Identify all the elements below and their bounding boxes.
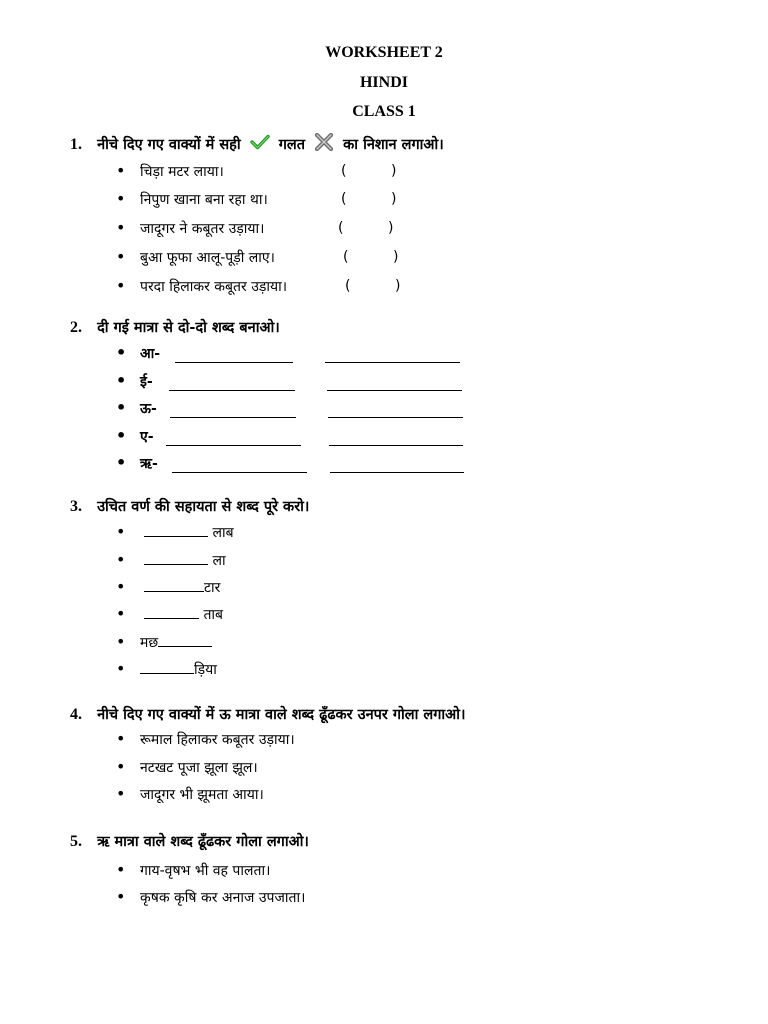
list-item: • बुआ फूफा आलू-पूड़ी लाए। xyxy=(116,247,275,266)
class-title: CLASS 1 xyxy=(352,103,416,120)
list-item: • परदा हिलाकर कबूतर उड़ाया। xyxy=(116,276,288,295)
question-2-text: दी गई मात्रा से दो-दो शब्द बनाओ। xyxy=(97,320,280,336)
list-item: • ए- xyxy=(116,426,154,445)
answer-blank xyxy=(175,362,293,363)
list-item: • चिड़ा मटर लाया। xyxy=(116,161,224,180)
answer-blank xyxy=(327,390,462,391)
question-number: 5. xyxy=(70,833,82,850)
list-item: • ई- xyxy=(116,371,153,390)
answer-blank xyxy=(144,577,204,592)
answer-bracket: ( ) xyxy=(343,249,399,265)
bullet-icon: • xyxy=(116,161,126,180)
bullet-icon: • xyxy=(116,887,126,906)
bullet-icon: • xyxy=(116,426,127,445)
question-number: 4. xyxy=(70,706,82,723)
answer-bracket: ( ) xyxy=(341,163,397,179)
worksheet-title: WORKSHEET 2 xyxy=(325,44,443,61)
answer-blank xyxy=(169,390,295,391)
list-item: • जादूगर भी झूमता आया। xyxy=(116,784,264,803)
bullet-icon: • xyxy=(116,276,126,295)
list-item: • जादूगर ने कबूतर उड़ाया। xyxy=(116,218,265,237)
answer-blank xyxy=(328,417,463,418)
bullet-icon: • xyxy=(116,784,126,803)
answer-blank xyxy=(144,550,208,565)
answer-blank xyxy=(166,445,301,446)
question-5-title xyxy=(70,832,309,852)
answer-blank xyxy=(144,604,199,619)
bullet-icon: • xyxy=(116,343,127,362)
answer-blank xyxy=(144,522,208,537)
list-item: • ऋ- xyxy=(116,453,158,472)
list-item: • गाय-वृषभ भी वह पालता। xyxy=(116,860,271,879)
list-item: • ड़िया xyxy=(116,659,217,678)
list-item: • टार xyxy=(116,577,221,596)
question-1-text-part2: गलत xyxy=(278,137,306,153)
bullet-icon: • xyxy=(116,522,126,541)
answer-blank xyxy=(172,472,307,473)
bullet-icon: • xyxy=(116,577,126,596)
bullet-icon: • xyxy=(116,860,126,879)
cross-icon xyxy=(314,133,334,157)
list-item: • ला xyxy=(116,550,226,569)
answer-bracket: ( ) xyxy=(341,191,397,207)
question-number: 2. xyxy=(70,319,82,336)
list-item: • ऊ- xyxy=(116,398,157,417)
answer-bracket: ( ) xyxy=(345,278,401,294)
list-item: • कृषक कृषि कर अनाज उपजाता। xyxy=(116,887,306,906)
question-number: 3. xyxy=(70,498,82,515)
question-4-title xyxy=(70,705,465,725)
question-1-text-part1: नीचे दिए गए वाक्यों में सही xyxy=(97,137,241,153)
bullet-icon: • xyxy=(116,247,126,266)
subject-title: HINDI xyxy=(359,74,408,91)
list-item: • रूमाल हिलाकर कबूतर उड़ाया। xyxy=(116,729,295,748)
question-1-text-part3: का निशान लगाओ। xyxy=(343,137,444,153)
answer-blank xyxy=(325,362,460,363)
answer-blank xyxy=(329,445,463,446)
bullet-icon: • xyxy=(116,757,126,776)
question-5-text: ऋ मात्रा वाले शब्द ढूँढकर गोला लगाओ। xyxy=(97,834,309,850)
question-4-text: नीचे दिए गए वाक्यों में ऊ मात्रा वाले शब्द ढूँढकर उनपर गोला लगाओ। xyxy=(97,707,466,723)
question-number: 1. xyxy=(70,136,82,153)
answer-blank xyxy=(330,472,464,473)
answer-blank xyxy=(140,659,194,674)
question-3-text: उचित वर्ण की सहायता से शब्द पूरे करो। xyxy=(97,499,310,515)
bullet-icon: • xyxy=(116,604,126,623)
bullet-icon: • xyxy=(116,398,127,417)
bullet-icon: • xyxy=(116,218,126,237)
bullet-icon: • xyxy=(116,632,126,651)
list-item: • ताब xyxy=(116,604,224,623)
list-item: • आ- xyxy=(116,343,161,362)
question-1-title xyxy=(70,133,444,157)
question-2-title xyxy=(70,318,280,338)
bullet-icon: • xyxy=(116,550,126,569)
list-item: • निपुण खाना बना रहा था। xyxy=(116,189,268,208)
bullet-icon: • xyxy=(116,659,126,678)
answer-blank xyxy=(158,632,212,647)
answer-bracket: ( ) xyxy=(338,220,394,236)
bullet-icon: • xyxy=(116,729,126,748)
list-item: • नटखट पूजा झूला झूल। xyxy=(116,757,258,776)
answer-blank xyxy=(170,417,296,418)
bullet-icon: • xyxy=(116,371,127,390)
question-3-title xyxy=(70,497,309,517)
check-icon xyxy=(250,134,270,156)
list-item: • मछ xyxy=(116,632,212,653)
bullet-icon: • xyxy=(116,453,127,472)
list-item: • लाब xyxy=(116,522,234,541)
bullet-icon: • xyxy=(116,189,126,208)
